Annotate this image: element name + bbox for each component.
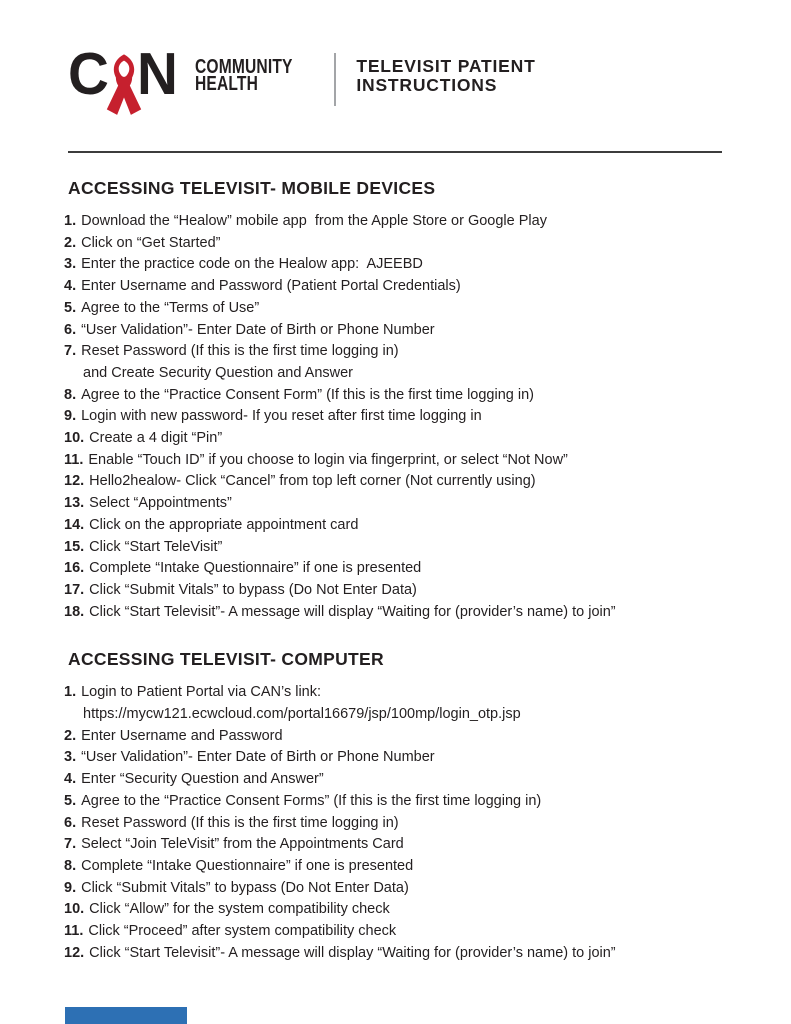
- list-item-text: Enter Username and Password (Patient Portal Credentials): [81, 278, 461, 295]
- logo-org-line2: HEALTH: [195, 73, 259, 95]
- list-item-text: Click “Proceed” after system compatibility check: [88, 923, 397, 940]
- list-item: [64, 580, 751, 602]
- list-item-number: 2.: [64, 727, 77, 744]
- list-item-text: Agree to the “Practice Consent Forms” (If this is the first time logging in): [81, 792, 542, 809]
- list-item-text: “User Validation”- Enter Date of Birth or Phone Number: [81, 321, 435, 338]
- list-item-number: 9.: [64, 408, 77, 425]
- header-vertical-divider: [334, 53, 336, 106]
- list-item: [64, 254, 751, 276]
- list-item: [64, 450, 751, 472]
- list-item: [64, 233, 751, 255]
- list-item: [64, 558, 751, 580]
- list-item-number: 14.: [64, 516, 85, 533]
- list-item-text: Reset Password (If this is the first time logging in): [81, 343, 399, 360]
- list-item-number: 5.: [64, 792, 77, 809]
- list-item: [64, 834, 751, 856]
- list-item: [64, 320, 751, 342]
- list-item-text: Agree to the “Terms of Use”: [81, 299, 260, 316]
- list-item-text: Enter the practice code on the Healow app: AJEEBD: [81, 256, 423, 273]
- instruction-list: [64, 211, 751, 623]
- list-item: [64, 537, 751, 559]
- list-item-number: 16.: [64, 560, 85, 577]
- list-item-text: and Create Security Question and Answer: [83, 364, 354, 381]
- list-item-number: 7.: [64, 836, 77, 853]
- logo-org-line1: COMMUNITY: [195, 56, 293, 78]
- list-item-text: Enter Username and Password: [81, 727, 283, 744]
- list-item: [64, 515, 751, 537]
- list-item-text: Reset Password (If this is the first time logging in): [81, 814, 399, 831]
- can-logo: [68, 41, 177, 119]
- section-heading: ACCESSING TELEVISIT- COMPUTER: [68, 649, 384, 670]
- list-item-number: 7.: [64, 343, 77, 360]
- list-item-number: 12.: [64, 473, 85, 490]
- list-item: [64, 813, 751, 835]
- document-header: [0, 0, 791, 119]
- list-item: [64, 791, 751, 813]
- section-heading: ACCESSING TELEVISIT- MOBILE DEVICES: [68, 178, 436, 198]
- list-item: [64, 726, 751, 748]
- list-item: [64, 276, 751, 298]
- list-item-number: 3.: [64, 256, 77, 273]
- list-item-number: 12.: [64, 944, 85, 961]
- list-item-text: Hello2healow- Click “Cancel” from top left corner (Not currently using): [89, 473, 536, 490]
- list-item-text: Select “Join TeleVisit” from the Appointments Card: [81, 836, 404, 853]
- logo-letter-c: C: [68, 41, 107, 107]
- list-item: [64, 298, 751, 320]
- list-item-text: Login with new password- If you reset after first time logging in: [81, 408, 482, 425]
- list-item-text: Agree to the “Practice Consent Form” (If this is the first time logging in): [81, 386, 534, 403]
- list-item-number: 6.: [64, 321, 77, 338]
- list-item: [64, 856, 751, 878]
- list-item: [64, 385, 751, 407]
- list-item-number: 3.: [64, 749, 77, 766]
- list-item-text: “User Validation”- Enter Date of Birth or Phone Number: [81, 749, 435, 766]
- list-item-number: 2.: [64, 234, 77, 251]
- list-item-number: 6.: [64, 814, 77, 831]
- logo-letter-n: N: [136, 41, 176, 107]
- list-item-number: 13.: [64, 495, 85, 512]
- list-item: [64, 341, 751, 363]
- list-item-number: 5.: [64, 299, 77, 316]
- list-item-text: Create a 4 digit “Pin”: [89, 430, 223, 447]
- document-body: [0, 179, 791, 965]
- list-item-text: Complete “Intake Questionnaire” if one is presented: [81, 857, 414, 874]
- aids-awareness-ribbon-icon: [102, 53, 146, 119]
- list-item: [64, 747, 751, 769]
- logo-org-name: [195, 53, 320, 93]
- list-item-text: https://mycw121.ecwcloud.com/portal16679/jsp/100mp/login_otp.jsp: [83, 706, 521, 723]
- list-item: [64, 493, 751, 515]
- list-item-text: Click “Submit Vitals” to bypass (Do Not Enter Data): [89, 581, 417, 598]
- list-item: [64, 602, 751, 624]
- list-item-number: 15.: [64, 538, 85, 555]
- list-item-text: Click “Start Televisit”- A message will display “Waiting for (provider’s name) to join”: [89, 603, 616, 620]
- document-title: [356, 53, 535, 95]
- list-item-number: 4.: [64, 278, 77, 295]
- list-item-text: Enable “Touch ID” if you choose to login via fingerprint, or select “Not Now”: [88, 451, 568, 468]
- list-item-text: Click on “Get Started”: [81, 234, 221, 251]
- list-item-number: 11.: [64, 923, 84, 940]
- list-item-number: 11.: [64, 451, 84, 468]
- list-item-continuation: [64, 704, 751, 726]
- list-item-text: Complete “Intake Questionnaire” if one is presented: [89, 560, 422, 577]
- list-item-number: 8.: [64, 386, 77, 403]
- list-item-number: 10.: [64, 901, 85, 918]
- list-item-text: Login to Patient Portal via CAN’s link:: [81, 684, 322, 701]
- list-item-number: 17.: [64, 581, 85, 598]
- list-item-text: Click “Start TeleVisit”: [89, 538, 223, 555]
- list-item-continuation: [64, 363, 751, 385]
- list-item-text: Click “Start Televisit”- A message will display “Waiting for (provider’s name) to join”: [89, 944, 616, 961]
- document-title-line2: INSTRUCTIONS: [356, 75, 498, 95]
- list-item-number: 1.: [64, 684, 77, 701]
- list-item-text: Enter “Security Question and Answer”: [81, 771, 324, 788]
- footer-accent-bar: [65, 1007, 187, 1024]
- list-item-text: Click “Submit Vitals” to bypass (Do Not Enter Data): [81, 879, 409, 896]
- list-item-number: 10.: [64, 430, 85, 447]
- list-item: [64, 921, 751, 943]
- instruction-list: [64, 682, 751, 964]
- list-item-number: 8.: [64, 857, 77, 874]
- list-item: [64, 211, 751, 233]
- list-item-number: 1.: [64, 213, 77, 229]
- list-item: [64, 899, 751, 921]
- document-title-line1: TELEVISIT PATIENT: [356, 56, 536, 76]
- list-item: [64, 428, 751, 450]
- list-item-number: 4.: [64, 771, 77, 788]
- list-item-text: Click “Allow” for the system compatibility check: [89, 901, 390, 918]
- list-item-text: Download the “Healow” mobile app from the Apple Store or Google Play: [81, 213, 547, 229]
- list-item-text: Select “Appointments”: [89, 495, 232, 512]
- list-item: [64, 406, 751, 428]
- list-item: [64, 682, 751, 704]
- list-item-number: 9.: [64, 879, 77, 896]
- header-horizontal-rule: [68, 151, 722, 153]
- list-item: [64, 943, 751, 965]
- list-item-number: 18.: [64, 603, 85, 620]
- list-item: [64, 769, 751, 791]
- list-item: [64, 878, 751, 900]
- list-item: [64, 471, 751, 493]
- list-item-text: Click on the appropriate appointment card: [89, 516, 359, 533]
